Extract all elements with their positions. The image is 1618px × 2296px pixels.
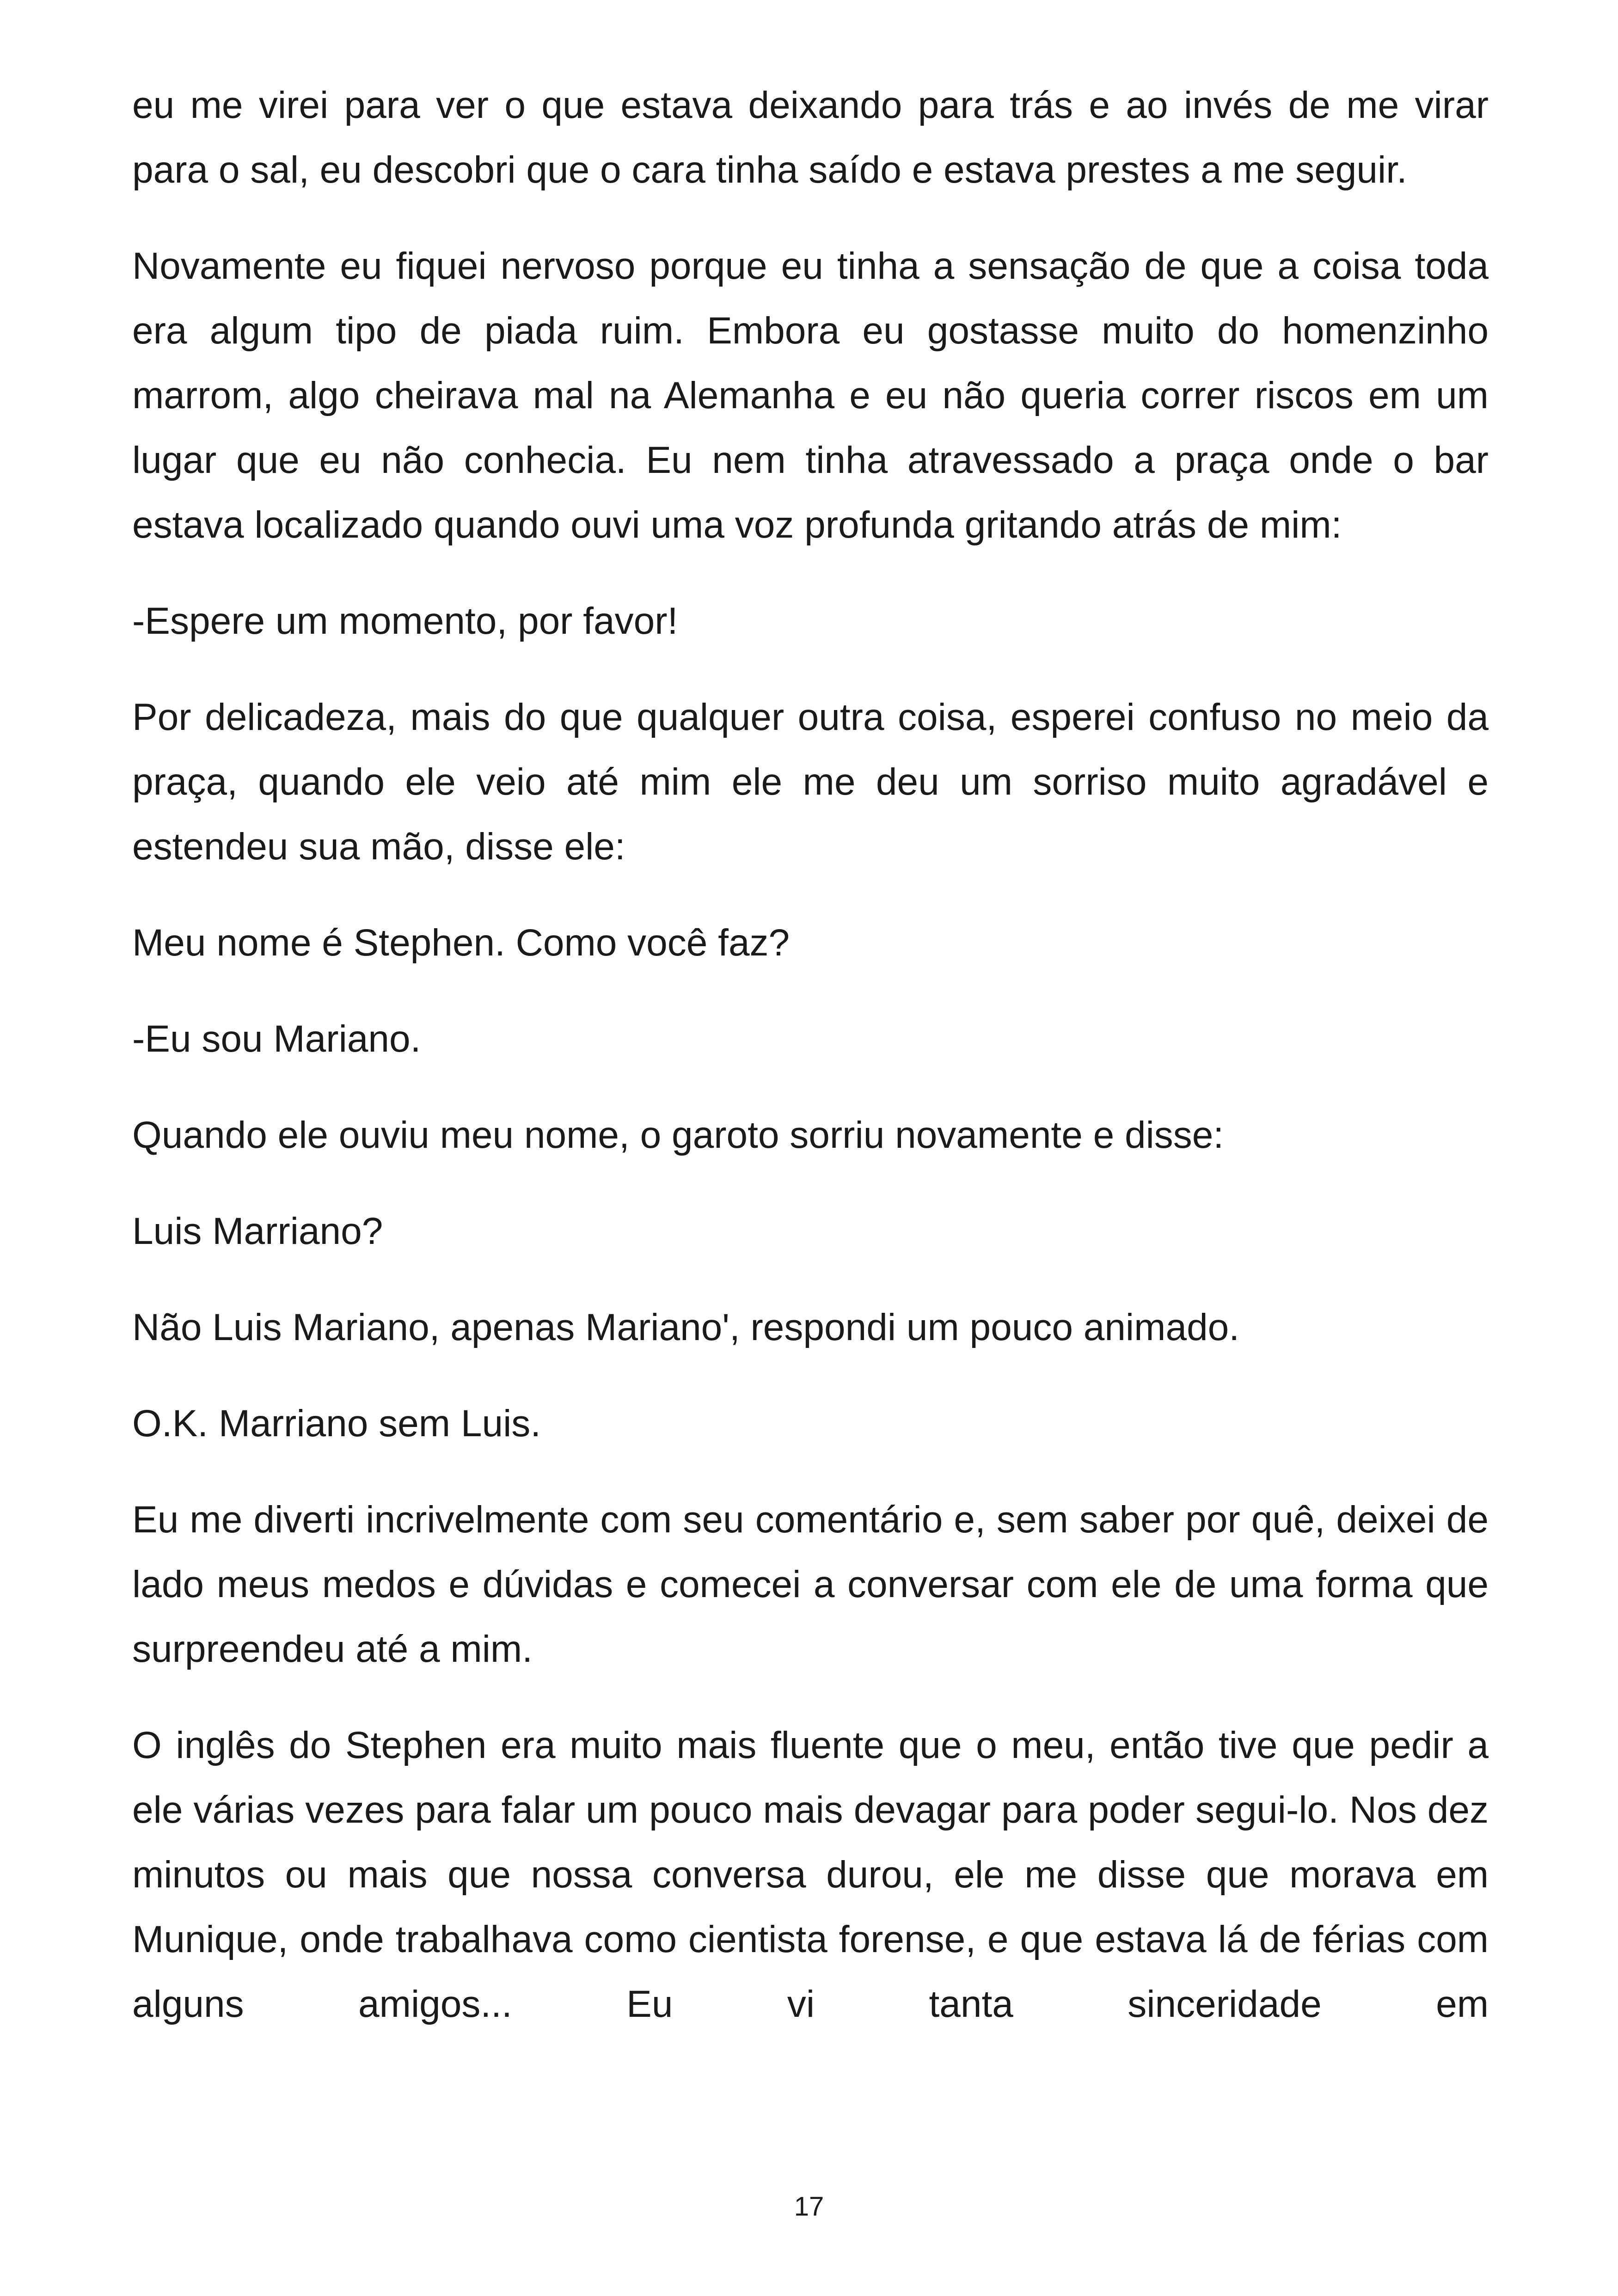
body-text bbox=[132, 73, 1489, 2068]
paragraph-2: Novamente eu fiquei nervoso porque eu tinha a sensação de que a coisa toda era algum tipo de piada ruim. Embora eu gostasse muito do homenzinho marrom, algo cheirava mal na Alemanha e eu não queria correr riscos em um lugar que eu não conhecia. Eu nem tinha atravessado a praça onde o bar estava localizado quando ouvi uma voz profunda gritando atrás de mim: bbox=[132, 245, 1489, 546]
paragraph-6: -Eu sou Mariano. bbox=[132, 1018, 421, 1060]
paragraph-8: Luis Marriano? bbox=[132, 1210, 383, 1252]
paragraph-10: O.K. Marriano sem Luis. bbox=[132, 1402, 541, 1445]
paragraph-12: O inglês do Stephen era muito mais fluente que o meu, então tive que pedir a ele várias vezes para falar um pouco mais devagar para poder segui-lo. Nos dez minutos ou mais que nossa conversa durou, ele me disse que morava em Munique, onde trabalhava como cientista forense, e que estava lá de férias com alguns amigos... Eu vi tanta sinceridade em bbox=[132, 1724, 1489, 2025]
paragraph-5: Meu nome é Stephen. Como você faz? bbox=[132, 922, 790, 964]
paragraph-1: eu me virei para ver o que estava deixando para trás e ao invés de me virar para o sal, eu descobri que o cara tinha saído e estava prestes a me seguir. bbox=[132, 84, 1489, 191]
paragraph-4: Por delicadeza, mais do que qualquer outra coisa, esperei confuso no meio da praça, quando ele veio até mim ele me deu um sorriso muito agradável e estendeu sua mão, disse ele: bbox=[132, 696, 1489, 868]
paragraph-3: -Espere um momento, por favor! bbox=[132, 600, 678, 642]
paragraph-9: Não Luis Mariano, apenas Mariano', respondi um pouco animado. bbox=[132, 1306, 1240, 1348]
paragraph-11: Eu me diverti incrivelmente com seu comentário e, sem saber por quê, deixei de lado meus medos e dúvidas e comecei a conversar com ele de uma forma que surpreendeu até a mim. bbox=[132, 1499, 1489, 1670]
page-number: 17 bbox=[794, 2192, 824, 2222]
paragraph-7: Quando ele ouviu meu nome, o garoto sorriu novamente e disse: bbox=[132, 1114, 1224, 1156]
